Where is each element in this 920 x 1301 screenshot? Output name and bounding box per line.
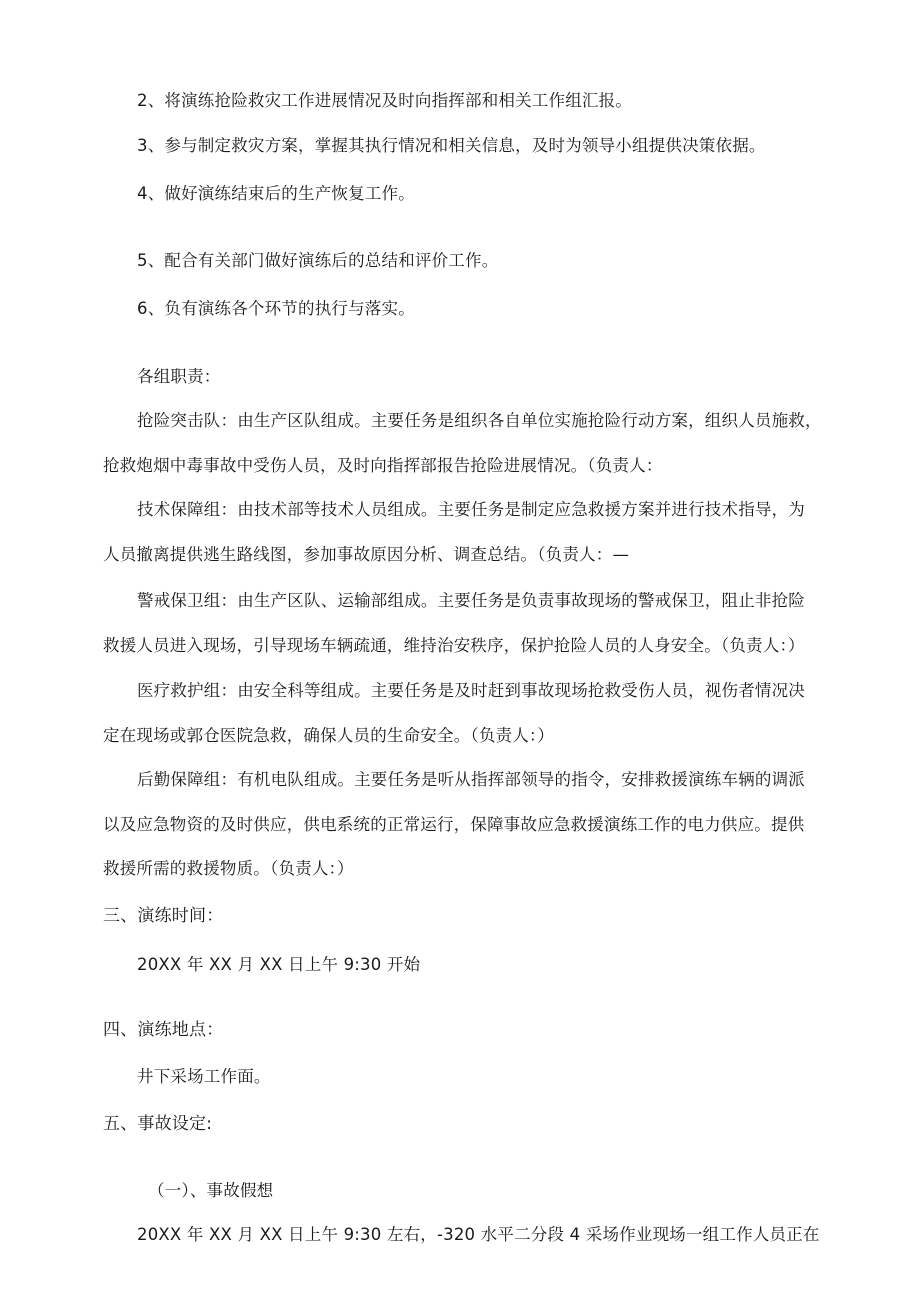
tech-group-line-1: 技术保障组：由技术部等技术人员组成。主要任务是制定应急救援方案并进行技术指导，为 bbox=[137, 500, 805, 519]
accident-scenario-heading: （一）、事故假想 bbox=[148, 1181, 274, 1200]
duty-item-2: 2、将演练抢险救灾工作进展情况及时向指挥部和相关工作组汇报。 bbox=[137, 91, 632, 110]
rescue-team-line-1: 抢险突击队：由生产区队组成。主要任务是组织各自单位实施抢险行动方案，组织人员施救， bbox=[137, 411, 822, 430]
logistics-group-line-3: 救援所需的救援物质。（负责人：） bbox=[103, 859, 354, 878]
section-3-heading: 三、演练时间： bbox=[103, 906, 224, 926]
accident-scenario-text: 20XX 年 XX 月 XX 日上午 9:30 左右，-320 水平二分段 4 采场作业现场一组工作人员正在 bbox=[137, 1225, 820, 1244]
tech-group-line-2: 人员撤离提供逃生路线图，参加事故原因分析、调查总结。（负责人：— bbox=[103, 545, 630, 564]
security-group-line-1: 警戒保卫组：由生产区队、运输部组成。主要任务是负责事故现场的警戒保卫，阻止非抢险 bbox=[137, 591, 805, 610]
drill-time: 20XX 年 XX 月 XX 日上午 9:30 开始 bbox=[137, 955, 421, 974]
duty-item-4: 4、做好演练结束后的生产恢复工作。 bbox=[137, 184, 415, 203]
logistics-group-line-1: 后勤保障组：有机电队组成。主要任务是听从指挥部领导的指令，安排救援演练车辆的调派 bbox=[137, 770, 805, 789]
duty-item-5: 5、配合有关部门做好演练后的总结和评价工作。 bbox=[137, 251, 499, 270]
medical-group-line-2: 定在现场或郭仓医院急救，确保人员的生命安全。（负责人：） bbox=[103, 726, 555, 745]
logistics-group-line-2: 以及应急物资的及时供应，供电系统的正常运行，保障事故应急救援演练工作的电力供应。提供 bbox=[103, 815, 805, 834]
section-4-heading: 四、演练地点： bbox=[103, 1020, 224, 1040]
duty-item-6: 6、负有演练各个环节的执行与落实。 bbox=[137, 299, 415, 318]
group-duties-heading: 各组职责： bbox=[137, 367, 221, 386]
medical-group-line-1: 医疗救护组：由安全科等组成。主要任务是及时赶到事故现场抢救受伤人员，视伤者情况决 bbox=[137, 681, 805, 700]
duty-item-3: 3、参与制定救灾方案，掌握其执行情况和相关信息，及时为领导小组提供决策依据。 bbox=[137, 136, 766, 155]
section-5-heading: 五、事故设定: bbox=[103, 1114, 213, 1134]
security-group-line-2: 救援人员进入现场，引导现场车辆疏通，维持治安秩序，保护抢险人员的人身安全。（负责人：） bbox=[103, 636, 805, 655]
drill-location: 井下采场工作面。 bbox=[137, 1067, 271, 1086]
rescue-team-line-2: 抢救炮烟中毒事故中受伤人员，及时向指挥部报告抢险进展情况。（负责人： bbox=[103, 456, 663, 475]
